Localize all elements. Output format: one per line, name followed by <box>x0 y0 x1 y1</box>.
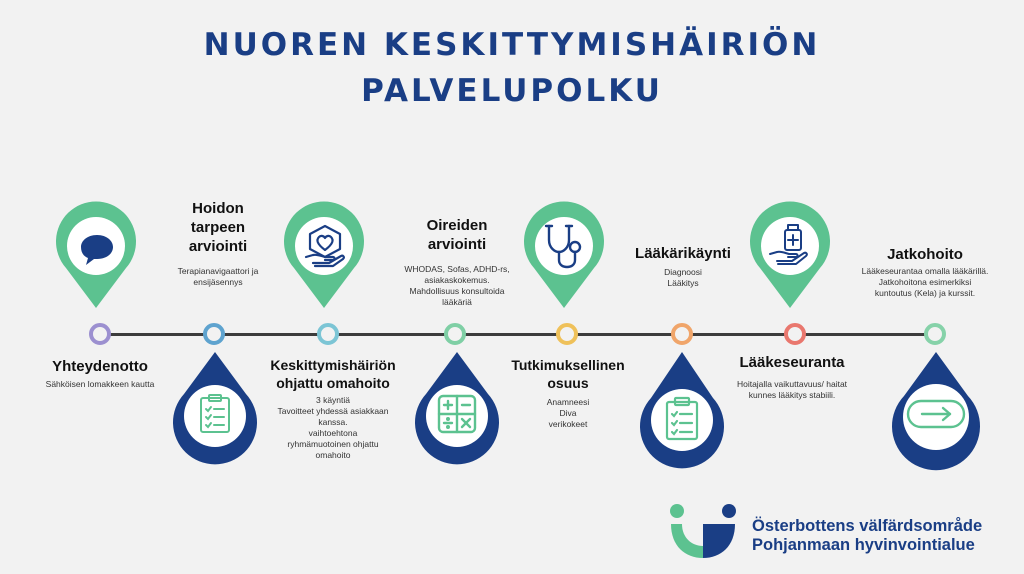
step-text-omahoito: 3 käyntiä Tavoitteet yhdessä asiakkaan kanssa. vaihtoehtona ryhmämuotoinen ohjattu omahoito <box>277 395 389 460</box>
step-title-tutkimus: Tutkimuksellinen osuus <box>511 357 625 391</box>
organization-name <box>752 517 982 555</box>
step-text-laakarikaynti: Diagnoosi Lääkitys <box>664 267 702 288</box>
step-text-laakeseuranta: Hoitajalla vaikuttavuus/ haitat kunnes lääkitys stabiili. <box>736 379 848 400</box>
title-line-2: PALVELUPOLKU <box>361 73 663 109</box>
step-text-oireet: WHODAS, Sofas, ADHD-rs, asiakaskokemus. Mahdollisuus konsultoida lääkäriä <box>404 264 510 307</box>
stethoscope-icon <box>543 222 585 275</box>
timeline-node-4 <box>444 323 466 345</box>
hand-medicine-icon <box>768 222 812 273</box>
step-text-tutkimus: Anamneesi Diva verikokeet <box>546 397 590 429</box>
organization-logo <box>668 500 738 560</box>
clipboard-checklist-icon <box>664 396 700 447</box>
step-title-laakarikaynti: Lääkärikäynti <box>635 245 731 262</box>
timeline-node-3 <box>317 323 339 345</box>
timeline-node-8 <box>924 323 946 345</box>
step-text-yhteydenotto: Sähköisen lomakkeen kautta <box>45 379 155 389</box>
step-title-laakeseuranta: Lääkeseuranta <box>739 354 845 371</box>
step-text-jatkohoito: Lääkeseurantaa omalla lääkärillä. Jatkohoitona esimerkiksi kuntoutus (Kela) ja kurssit. <box>861 266 989 298</box>
page-title <box>0 22 1024 114</box>
timeline-node-2 <box>203 323 225 345</box>
timeline-node-1 <box>89 323 111 345</box>
speech-bubble-icon <box>78 232 116 273</box>
arrow-right-icon <box>906 399 966 434</box>
step-text-hoidon-tarve: Terapianavigaattori ja ensijäsennys <box>177 266 259 287</box>
step-title-jatkohoito: Jatkohoito <box>887 246 963 263</box>
step-title-omahoito: Keskittymishäiriön ohjattu omahoito <box>270 357 396 391</box>
timeline-node-7 <box>784 323 806 345</box>
hand-heart-icon <box>303 223 347 274</box>
brand-line-1: Österbottens välfärdsområde <box>752 517 983 535</box>
brand-line-2: Pohjanmaan hyvinvointialue <box>752 536 975 554</box>
timeline-node-6 <box>671 323 693 345</box>
clipboard-checklist-icon <box>198 393 232 440</box>
calculator-icon <box>437 394 477 439</box>
step-title-hoidon-tarve: Hoidon tarpeen arviointi <box>188 200 248 255</box>
title-line-1: NUOREN KESKITTYMISHÄIRIÖN <box>203 27 821 63</box>
step-title-yhteydenotto: Yhteydenotto <box>52 358 148 375</box>
step-title-oireet: Oireiden arviointi <box>426 217 488 253</box>
timeline-node-5 <box>556 323 578 345</box>
